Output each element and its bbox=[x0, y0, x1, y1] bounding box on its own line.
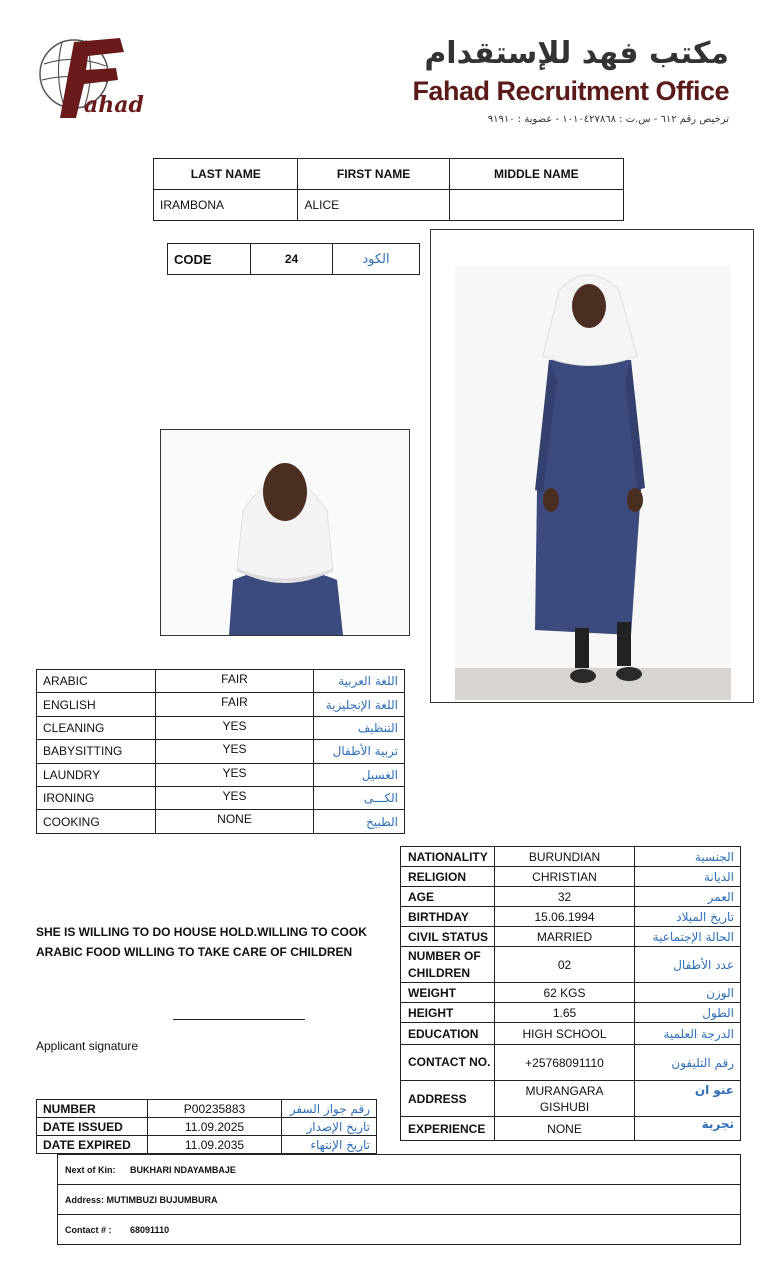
code-value: 24 bbox=[251, 244, 333, 275]
skill-name-arabic: اللغة العربية bbox=[314, 670, 405, 693]
skill-name: ENGLISH bbox=[37, 693, 156, 716]
candidate-remark: SHE IS WILLING TO DO HOUSE HOLD.WILLING TO COOK ARABIC FOOD WILLING TO TAKE CARE OF CHILDREN bbox=[36, 925, 367, 959]
passport-label: DATE EXPIRED bbox=[37, 1136, 148, 1154]
skill-value: YES bbox=[156, 786, 314, 809]
info-value: BURUNDIAN bbox=[495, 847, 635, 867]
kin-contact-value: 68091110 bbox=[130, 1224, 170, 1235]
skill-value: YES bbox=[156, 716, 314, 739]
skill-name-arabic: تربية الأطفال bbox=[314, 740, 405, 763]
skill-name: BABYSITTING bbox=[37, 740, 156, 763]
kin-address-cell bbox=[58, 1185, 741, 1215]
passport-label-arabic: تاريخ الإنتهاء bbox=[282, 1136, 377, 1154]
info-value: HIGH SCHOOL bbox=[495, 1023, 635, 1045]
info-value: MARRIED bbox=[495, 927, 635, 947]
passport-value: 11.09.2035 bbox=[148, 1136, 282, 1154]
info-label: BIRTHDAY bbox=[401, 907, 495, 927]
passport-label-arabic: تاريخ الإصدار bbox=[282, 1118, 377, 1136]
info-row bbox=[401, 847, 741, 867]
info-label: EDUCATION bbox=[401, 1023, 495, 1045]
info-row bbox=[401, 1081, 741, 1117]
info-value: MURANGARA GISHUBI bbox=[495, 1081, 635, 1117]
last-name-value: IRAMBONA bbox=[154, 190, 298, 221]
info-value: 62 KGS bbox=[495, 983, 635, 1003]
passport-label-arabic: رقم جواز السفر bbox=[282, 1100, 377, 1118]
skill-value: FAIR bbox=[156, 670, 314, 693]
info-label: AGE bbox=[401, 887, 495, 907]
license-line: ترخيص رقم ٦١٢ - س.ت : ١٠١٠٤٢٧٨٦٨ - عضوية : ٩١٩١٠ bbox=[487, 114, 729, 125]
skill-value: NONE bbox=[156, 810, 314, 833]
info-row bbox=[401, 1045, 741, 1081]
skill-row bbox=[37, 670, 405, 693]
skill-name-arabic: الغسيل bbox=[314, 763, 405, 786]
info-label-arabic: تجربة bbox=[635, 1117, 741, 1141]
signature-label: Applicant signature bbox=[36, 1039, 139, 1053]
passport-label: NUMBER bbox=[37, 1100, 148, 1118]
code-table bbox=[167, 243, 420, 275]
skill-row bbox=[37, 716, 405, 739]
info-label-arabic: عنو ان bbox=[635, 1081, 741, 1117]
info-label: HEIGHT bbox=[401, 1003, 495, 1023]
code-label-arabic: الكود bbox=[333, 244, 420, 275]
info-value: 02 bbox=[495, 947, 635, 983]
skill-name: CLEANING bbox=[37, 716, 156, 739]
brand-name-english: Fahad Recruitment Office bbox=[412, 76, 729, 106]
info-label: NATIONALITY bbox=[401, 847, 495, 867]
middle-name-header: MIDDLE NAME bbox=[449, 159, 623, 190]
first-name-header: FIRST NAME bbox=[298, 159, 449, 190]
info-row bbox=[401, 867, 741, 887]
info-label: CIVIL STATUS bbox=[401, 927, 495, 947]
kin-name-value: BUKHARI NDAYAMBAJE bbox=[130, 1164, 236, 1175]
info-label: ADDRESS bbox=[401, 1081, 495, 1117]
info-row bbox=[401, 907, 741, 927]
logo-text: ahad bbox=[84, 92, 144, 118]
skill-value: YES bbox=[156, 740, 314, 763]
info-label-arabic: عدد الأطفال bbox=[635, 947, 741, 983]
info-row bbox=[401, 927, 741, 947]
passport-table bbox=[36, 1099, 377, 1154]
skill-row bbox=[37, 763, 405, 786]
skill-row bbox=[37, 810, 405, 833]
info-row bbox=[401, 1023, 741, 1045]
first-name-value: ALICE bbox=[298, 190, 449, 221]
skill-value: FAIR bbox=[156, 693, 314, 716]
kin-name-cell bbox=[58, 1155, 741, 1185]
info-row bbox=[401, 947, 741, 983]
info-label: CONTACT NO. bbox=[401, 1045, 495, 1081]
code-label: CODE bbox=[168, 244, 251, 275]
info-label-arabic: الوزن bbox=[635, 983, 741, 1003]
next-of-kin-table bbox=[57, 1154, 741, 1245]
info-value: +25768091110 bbox=[495, 1045, 635, 1081]
info-value: 15.06.1994 bbox=[495, 907, 635, 927]
info-label-arabic: الدرجة العلمية bbox=[635, 1023, 741, 1045]
info-row bbox=[401, 1003, 741, 1023]
info-label-arabic: الطول bbox=[635, 1003, 741, 1023]
info-label-arabic: الديانة bbox=[635, 867, 741, 887]
portrait-photo bbox=[160, 429, 410, 636]
skill-row bbox=[37, 786, 405, 809]
kin-contact-cell bbox=[58, 1215, 741, 1245]
skill-row bbox=[37, 693, 405, 716]
info-row bbox=[401, 1117, 741, 1141]
passport-row bbox=[37, 1118, 377, 1136]
kin-address-label: Address: bbox=[65, 1194, 105, 1205]
skill-name: ARABIC bbox=[37, 670, 156, 693]
info-label-arabic: العمر bbox=[635, 887, 741, 907]
info-value: 1.65 bbox=[495, 1003, 635, 1023]
skill-name: COOKING bbox=[37, 810, 156, 833]
middle-name-value bbox=[449, 190, 623, 221]
passport-row bbox=[37, 1136, 377, 1154]
kin-name-label: Next of Kin: bbox=[65, 1164, 116, 1175]
info-row bbox=[401, 983, 741, 1003]
skills-table bbox=[36, 669, 405, 834]
info-label: WEIGHT bbox=[401, 983, 495, 1003]
info-label-arabic: الجنسية bbox=[635, 847, 741, 867]
skill-name-arabic: الكـــى bbox=[314, 786, 405, 809]
info-label-arabic: رقم التليفون bbox=[635, 1045, 741, 1081]
passport-value: 11.09.2025 bbox=[148, 1118, 282, 1136]
brand-name-arabic: مكتب فهد للإستقدام bbox=[424, 36, 729, 71]
info-label-arabic: الحالة الإجتماعية bbox=[635, 927, 741, 947]
last-name-header: LAST NAME bbox=[154, 159, 298, 190]
skill-value: YES bbox=[156, 763, 314, 786]
skill-name-arabic: الطبيخ bbox=[314, 810, 405, 833]
passport-label: DATE ISSUED bbox=[37, 1118, 148, 1136]
info-label-arabic: تاريخ الميلاد bbox=[635, 907, 741, 927]
personal-info-table bbox=[400, 846, 741, 1141]
kin-contact-label: Contact # : bbox=[65, 1224, 112, 1235]
skill-name: LAUNDRY bbox=[37, 763, 156, 786]
info-value: NONE bbox=[495, 1117, 635, 1141]
info-label: NUMBER OF CHILDREN bbox=[401, 947, 495, 983]
kin-address-value: MUTIMBUZI BUJUMBURA bbox=[106, 1194, 218, 1205]
passport-row bbox=[37, 1100, 377, 1118]
skill-row bbox=[37, 740, 405, 763]
info-label: EXPERIENCE bbox=[401, 1117, 495, 1141]
name-table bbox=[153, 158, 624, 221]
signature-line bbox=[173, 1019, 305, 1020]
passport-value: P00235883 bbox=[148, 1100, 282, 1118]
info-value: 32 bbox=[495, 887, 635, 907]
info-label: RELIGION bbox=[401, 867, 495, 887]
skill-name-arabic: اللغة الإنجليزية bbox=[314, 693, 405, 716]
full-body-photo bbox=[430, 229, 754, 703]
info-row bbox=[401, 887, 741, 907]
info-value: CHRISTIAN bbox=[495, 867, 635, 887]
skill-name: IRONING bbox=[37, 786, 156, 809]
skill-name-arabic: التنظيف bbox=[314, 716, 405, 739]
company-logo bbox=[36, 34, 144, 126]
